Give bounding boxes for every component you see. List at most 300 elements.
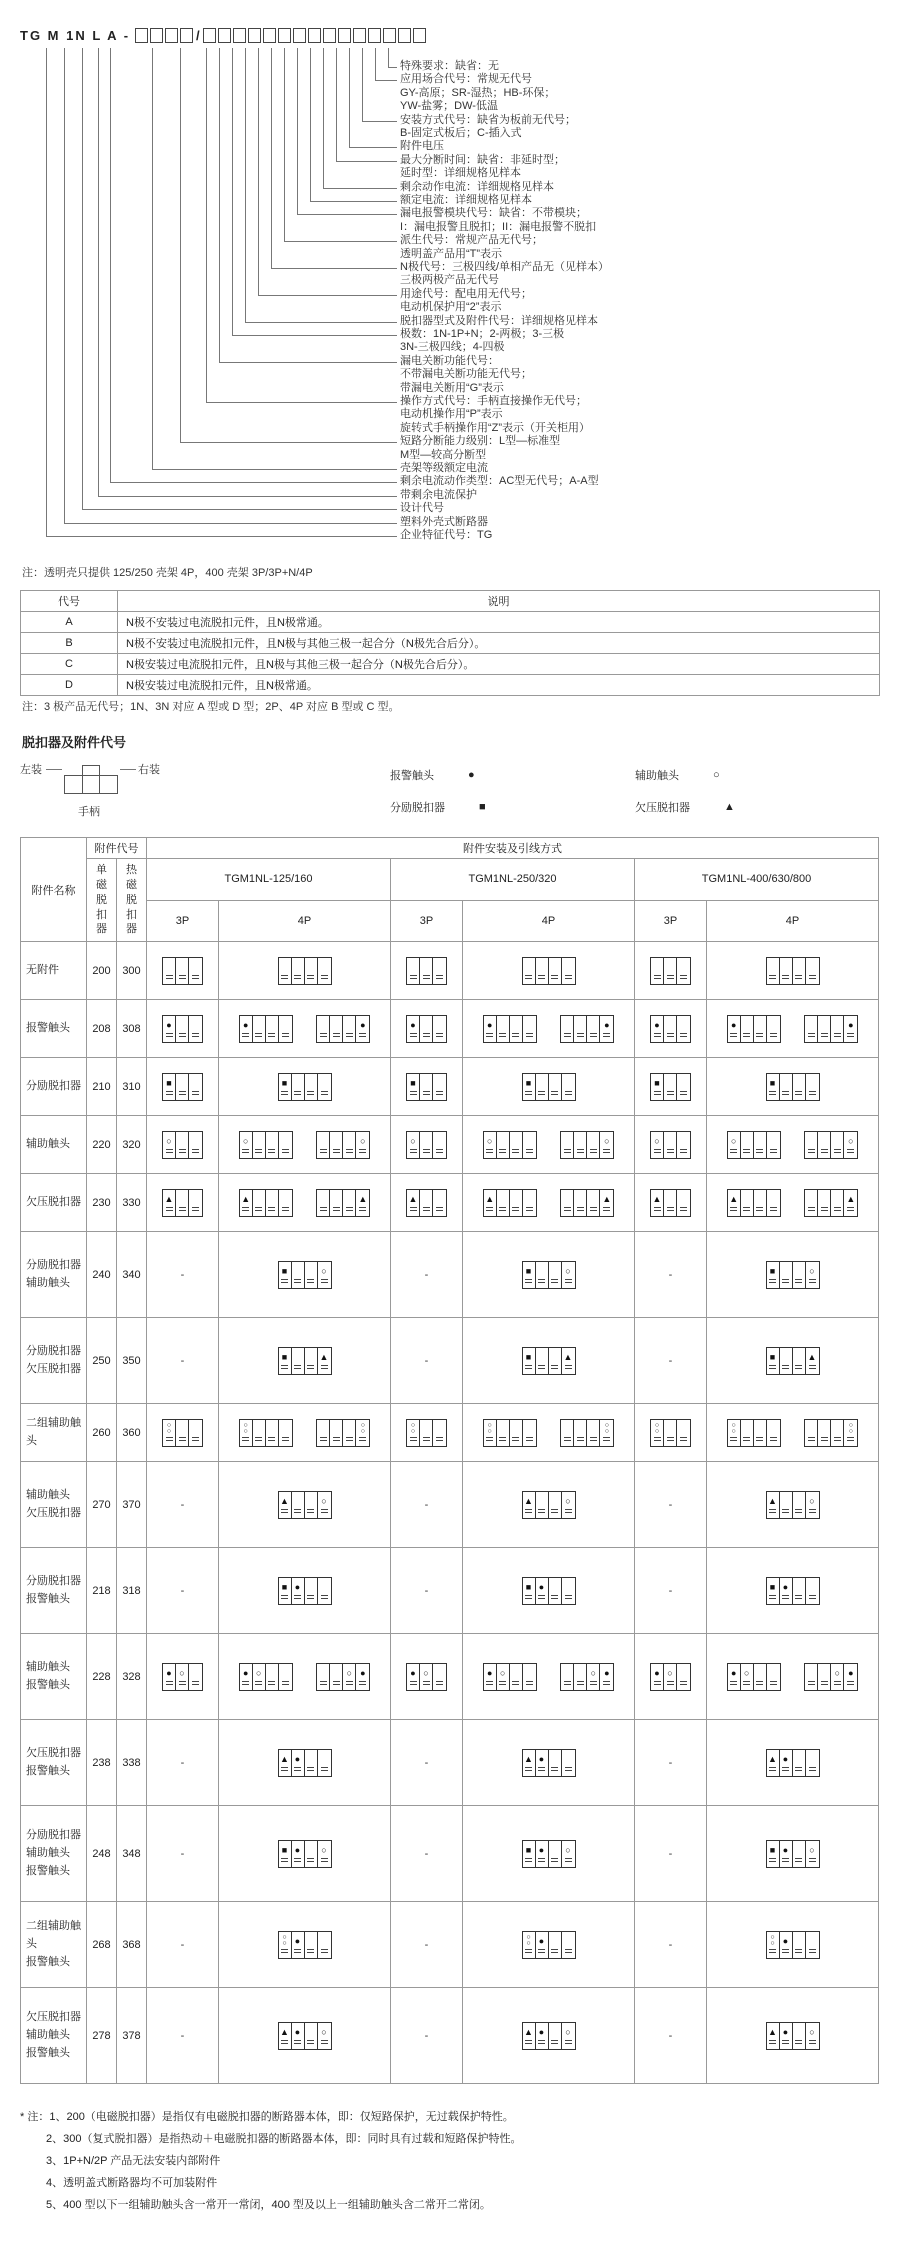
acc-header-row2 — [21, 859, 879, 901]
terminal-line — [320, 1152, 327, 1153]
terminal-line — [321, 1767, 328, 1768]
terminal-line — [667, 975, 674, 976]
breaker-pole — [664, 1664, 677, 1690]
terminal-line — [281, 1512, 288, 1513]
terminal-line — [321, 978, 328, 979]
col-4p: 4P — [707, 900, 879, 942]
terminal-line — [282, 1440, 289, 1441]
breaker-pole — [780, 2023, 793, 2049]
terminal-line — [294, 1858, 301, 1859]
model-annotation: 剩余电流动作类型：AC型无代号；A-A型 — [400, 475, 599, 488]
terminal-line — [294, 978, 301, 979]
breaker-pole — [189, 1016, 202, 1042]
model-code-box — [263, 28, 276, 43]
terminal-lines — [486, 1205, 493, 1213]
terminal-line — [603, 1210, 610, 1211]
terminal-lines — [436, 973, 443, 981]
diagram-group — [221, 1663, 388, 1691]
terminal-line — [321, 1858, 328, 1859]
breaker-pole — [266, 1664, 279, 1690]
installation-cell — [463, 1548, 635, 1634]
breaker-diagram — [522, 2022, 576, 2050]
shunt-release-icon: ■ — [525, 1265, 532, 1276]
breaker-pole — [292, 1578, 305, 1604]
accessory-row — [21, 1000, 879, 1058]
breaker-diagram — [560, 1419, 614, 1447]
terminal-lines — [281, 1507, 288, 1515]
terminal-line — [525, 1512, 532, 1513]
accessory-name — [21, 942, 87, 1000]
terminal-lines — [808, 1679, 815, 1687]
terminal-line — [307, 1512, 314, 1513]
terminal-lines — [423, 1435, 430, 1443]
aux-contact-icon: ○ — [282, 1933, 287, 1941]
col-3p: 3P — [391, 900, 463, 942]
breaker-pole — [780, 1841, 793, 1867]
terminal-line — [847, 1437, 854, 1438]
shunt-release-icon: ■ — [769, 1077, 776, 1088]
terminal-line — [294, 1861, 301, 1862]
breaker-pole — [549, 1932, 562, 1958]
alarm-contact-icon: ● — [242, 1667, 249, 1678]
terminal-lines — [654, 1089, 661, 1097]
terminal-line — [538, 1282, 545, 1283]
terminal-line — [743, 1210, 750, 1211]
alarm-contact-icon: ● — [468, 768, 475, 781]
diagram-group — [465, 1189, 632, 1217]
transparent-shell-note: 注：透明壳只提供 125/250 壳架 4P，400 壳架 3P/3P+N/4P — [22, 567, 313, 579]
terminal-line — [281, 1368, 288, 1369]
terminal-line — [242, 1681, 249, 1682]
terminal-line — [423, 1091, 430, 1092]
terminal-lines — [294, 973, 301, 981]
diagram-group — [221, 1131, 388, 1159]
breaker-diagram — [804, 1663, 858, 1691]
breaker-pole — [318, 1348, 331, 1374]
terminal-line — [809, 1091, 816, 1092]
breaker-pole — [176, 1132, 189, 1158]
breaker-pole — [292, 1932, 305, 1958]
breaker-pole — [806, 958, 819, 984]
terminal-line — [809, 1094, 816, 1095]
terminal-line — [809, 2043, 816, 2044]
terminal-lines — [410, 1435, 417, 1443]
terminal-line — [821, 1440, 828, 1441]
breaker-pole — [677, 1074, 690, 1100]
undervoltage-release-icon: ▲ — [768, 2026, 777, 2037]
terminal-line — [242, 1033, 249, 1034]
breaker-diagram — [727, 1419, 781, 1447]
terminal-line — [808, 1149, 815, 1150]
terminal-line — [320, 1036, 327, 1037]
alarm-contact-icon: ● — [782, 1935, 789, 1946]
terminal-line — [782, 1949, 789, 1950]
diagram-group — [465, 1419, 632, 1447]
double-aux-contact-icon — [849, 1423, 853, 1435]
terminal-line — [486, 1684, 493, 1685]
terminal-lines — [730, 1205, 737, 1213]
terminal-line — [486, 1152, 493, 1153]
npole-desc: N极安装过电流脱扣元件，且N极常通。 — [118, 675, 880, 696]
installation-cell — [463, 1462, 635, 1548]
diagram-group — [465, 1131, 632, 1159]
terminal-lines — [333, 1435, 340, 1443]
terminal-line — [654, 975, 661, 976]
breaker-pole — [767, 1932, 780, 1958]
accessory-name-line: 报警触头 — [26, 2046, 70, 2059]
breaker-pole — [574, 1016, 587, 1042]
terminal-line — [680, 1210, 687, 1211]
breaker-pole — [587, 1664, 600, 1690]
terminal-line — [730, 1149, 737, 1150]
terminal-lines — [359, 1031, 366, 1039]
accessory-name-line: 分励脱扣器 — [26, 1829, 81, 1842]
terminal-line — [486, 1036, 493, 1037]
installation-cell — [391, 1000, 463, 1058]
terminal-line — [166, 1210, 173, 1211]
breaker-diagram — [278, 1491, 332, 1519]
legend-item-shunt — [390, 799, 635, 815]
terminal-line — [590, 1036, 597, 1037]
terminal-line — [179, 1094, 186, 1095]
terminal-lines — [551, 973, 558, 981]
breaker-pole — [433, 1664, 446, 1690]
terminal-lines — [333, 1679, 340, 1687]
breaker-pole — [407, 1074, 420, 1100]
terminal-line — [307, 1365, 314, 1366]
terminal-lines — [423, 1679, 430, 1687]
diagram-group — [221, 2022, 388, 2050]
npole-code: D — [21, 675, 118, 696]
accessory-name-line: 报警触头 — [26, 1764, 70, 1777]
terminal-lines — [538, 1593, 545, 1601]
terminal-line — [603, 1033, 610, 1034]
breaker-pole — [600, 1420, 613, 1446]
breaker-pole — [484, 1420, 497, 1446]
terminal-line — [179, 1681, 186, 1682]
breaker-pole — [651, 1132, 664, 1158]
breaker-pole — [767, 1492, 780, 1518]
terminal-lines — [795, 1765, 802, 1773]
breaker-pole — [562, 1750, 575, 1776]
model-annotation: I：漏电报警且脱扣；II：漏电报警不脱扣 — [400, 220, 597, 233]
breaker-pole — [356, 1016, 369, 1042]
model-annotation: 三极两极产品无代号 — [400, 274, 499, 287]
diagram-group — [149, 957, 216, 985]
npole-code: A — [21, 612, 118, 633]
diagram-group — [637, 1015, 704, 1043]
breaker-pole — [728, 1664, 741, 1690]
terminal-line — [307, 1858, 314, 1859]
terminal-line — [307, 1595, 314, 1596]
terminal-line — [166, 1684, 173, 1685]
breaker-diagram — [278, 957, 332, 985]
breaker-pole — [292, 958, 305, 984]
installation-cell — [463, 1988, 635, 2084]
terminal-line — [525, 1861, 532, 1862]
terminal-line — [770, 1152, 777, 1153]
accessory-code: 220 — [87, 1116, 117, 1174]
terminal-line — [359, 1152, 366, 1153]
breaker-pole — [741, 1664, 754, 1690]
alarm-contact-icon: ● — [294, 1753, 301, 1764]
breaker-pole — [677, 1132, 690, 1158]
breaker-pole — [407, 1420, 420, 1446]
installation-cell: - — [391, 1548, 463, 1634]
breaker-diagram — [162, 1015, 203, 1043]
diagram-group — [221, 1347, 388, 1375]
breaker-pole — [780, 1348, 793, 1374]
terminal-line — [526, 1684, 533, 1685]
terminal-line — [654, 1440, 661, 1441]
terminal-line — [782, 1509, 789, 1510]
installation-cell — [219, 1462, 391, 1548]
terminal-lines — [321, 1363, 328, 1371]
breaker-pole — [343, 1664, 356, 1690]
aux-contact-icon: ○ — [423, 1667, 429, 1678]
breaker-pole — [292, 1750, 305, 1776]
terminal-lines — [743, 1205, 750, 1213]
aux-contact-icon: ○ — [486, 1135, 493, 1146]
terminal-lines — [847, 1679, 854, 1687]
terminal-line — [359, 1033, 366, 1034]
terminal-lines — [564, 1205, 571, 1213]
accessory-row — [21, 1116, 879, 1174]
terminal-line — [423, 1094, 430, 1095]
terminal-line — [809, 1368, 816, 1369]
breaker-pole — [549, 1578, 562, 1604]
terminal-line — [809, 1512, 816, 1513]
terminal-line — [192, 1210, 199, 1211]
terminal-line — [179, 1684, 186, 1685]
npole-table-note: 注：3 极产品无代号；1N、3N 对应 A 型或 D 型；2P、4P 对应 B 型或 C 型。 — [22, 701, 400, 713]
terminal-line — [436, 1149, 443, 1150]
diagram-group — [221, 1491, 388, 1519]
terminal-line — [294, 1279, 301, 1280]
terminal-line — [307, 1598, 314, 1599]
breaker-pole — [510, 1190, 523, 1216]
breaker-pole — [176, 1664, 189, 1690]
accessory-name — [21, 1000, 87, 1058]
installation-cell — [147, 1116, 219, 1174]
terminal-line — [654, 1091, 661, 1092]
terminal-line — [730, 1684, 737, 1685]
aux-contact-icon: ○ — [321, 1265, 327, 1276]
terminal-lines — [499, 1435, 506, 1443]
terminal-line — [551, 1770, 558, 1771]
installation-cell: - — [147, 1720, 219, 1806]
terminal-lines — [242, 1031, 249, 1039]
accessory-code: 368 — [117, 1902, 147, 1988]
terminal-lines — [281, 1947, 288, 1955]
terminal-lines — [756, 1031, 763, 1039]
col-frame-400: TGM1NL-400/630/800 — [635, 859, 879, 901]
breaker-pole — [754, 1190, 767, 1216]
terminal-line — [821, 1036, 828, 1037]
terminal-lines — [294, 1363, 301, 1371]
accessory-code: 370 — [117, 1462, 147, 1548]
col-4p: 4P — [463, 900, 635, 942]
terminal-lines — [282, 1679, 289, 1687]
terminal-line — [795, 1368, 802, 1369]
diagram-group — [149, 1073, 216, 1101]
shunt-release-icon: ■ — [769, 1581, 776, 1592]
breaker-pole — [561, 1190, 574, 1216]
terminal-line — [590, 1681, 597, 1682]
installation-cell — [707, 1232, 879, 1318]
installation-cell — [147, 1404, 219, 1462]
model-annotation: 壳架等级额定电流 — [400, 462, 488, 474]
terminal-line — [333, 1437, 340, 1438]
breaker-diagram — [278, 1347, 332, 1375]
breaker-diagram — [560, 1131, 614, 1159]
model-annotation: 应用场合代号：常规无代号 — [400, 73, 532, 86]
terminal-line — [436, 978, 443, 979]
terminal-line — [359, 1684, 366, 1685]
terminal-line — [834, 1149, 841, 1150]
diagram-group — [149, 1663, 216, 1691]
terminal-line — [756, 1440, 763, 1441]
terminal-line — [603, 1207, 610, 1208]
aux-contact-icon: ○ — [243, 1421, 248, 1429]
npole-code-table — [20, 590, 880, 696]
breaker-pole — [523, 2023, 536, 2049]
terminal-lines — [423, 1031, 430, 1039]
terminal-line — [551, 1509, 558, 1510]
model-annotation: 操作方式代号：手柄直接操作无代号； — [400, 395, 587, 407]
terminal-line — [565, 975, 572, 976]
terminal-lines — [795, 1277, 802, 1285]
accessory-name-line: 分励脱扣器 — [26, 1259, 81, 1272]
diagram-group — [709, 1663, 876, 1691]
breaker-pole — [664, 1016, 677, 1042]
diagram-group — [393, 1189, 460, 1217]
terminal-line — [769, 1091, 776, 1092]
terminal-line — [809, 1365, 816, 1366]
aux-contact-icon: ○ — [770, 1933, 775, 1941]
terminal-line — [782, 1861, 789, 1862]
terminal-line — [809, 1279, 816, 1280]
terminal-line — [551, 975, 558, 976]
installation-cell — [635, 1634, 707, 1720]
installation-cell — [707, 1174, 879, 1232]
terminal-line — [743, 1437, 750, 1438]
terminal-line — [242, 1684, 249, 1685]
terminal-lines — [564, 1147, 571, 1155]
breaker-pole — [523, 1841, 536, 1867]
terminal-line — [333, 1036, 340, 1037]
undervoltage-release-icon: ▲ — [280, 1753, 289, 1764]
terminal-line — [782, 1595, 789, 1596]
terminal-line — [346, 1681, 353, 1682]
breaker-diagram — [162, 1663, 203, 1691]
terminal-lines — [667, 1435, 674, 1443]
terminal-line — [359, 1207, 366, 1208]
breaker-diagram — [766, 1347, 820, 1375]
terminal-lines — [166, 1205, 173, 1213]
col-install-title: 附件安装及引线方式 — [147, 838, 879, 859]
breaker-diagram — [278, 1931, 332, 1959]
terminal-line — [281, 1767, 288, 1768]
model-annotation: 3N-三极四线；4-四极 — [400, 341, 505, 354]
accessory-code: 270 — [87, 1462, 117, 1548]
terminal-lines — [834, 1205, 841, 1213]
breaker-diagram — [522, 1840, 576, 1868]
terminal-line — [756, 1684, 763, 1685]
terminal-lines — [166, 1031, 173, 1039]
terminal-lines — [730, 1435, 737, 1443]
terminal-line — [577, 1033, 584, 1034]
terminal-line — [538, 1595, 545, 1596]
terminal-line — [551, 1595, 558, 1596]
diagram-group — [465, 1261, 632, 1289]
shunt-release-icon: ■ — [166, 1077, 172, 1088]
breaker-diagram — [560, 1663, 614, 1691]
breaker-pole — [163, 1420, 176, 1446]
terminal-lines — [577, 1147, 584, 1155]
terminal-line — [603, 1440, 610, 1441]
terminal-line — [294, 2040, 301, 2041]
col-4p: 4P — [219, 900, 391, 942]
terminal-lines — [320, 1031, 327, 1039]
installation-cell: - — [391, 1988, 463, 2084]
breaker-pole — [176, 1190, 189, 1216]
diagram-group — [149, 1419, 216, 1447]
terminal-line — [565, 1598, 572, 1599]
terminal-line — [654, 1149, 661, 1150]
installation-cell — [463, 1232, 635, 1318]
terminal-line — [281, 1091, 288, 1092]
terminal-line — [795, 975, 802, 976]
installation-cell — [219, 1232, 391, 1318]
model-annotation: 延时型：详细规格见样本 — [400, 167, 521, 180]
terminal-lines — [590, 1031, 597, 1039]
accessory-name-line: 二组辅助触头 — [26, 1920, 81, 1950]
terminal-line — [281, 1598, 288, 1599]
terminal-line — [809, 1861, 816, 1862]
terminal-line — [769, 1279, 776, 1280]
terminal-line — [769, 2043, 776, 2044]
model-annotation: YW-盐雾；DW-低温 — [400, 100, 498, 113]
alarm-contact-icon: ● — [848, 1019, 854, 1030]
terminal-line — [809, 1282, 816, 1283]
terminal-lines — [242, 1205, 249, 1213]
terminal-line — [538, 1770, 545, 1771]
npole-row — [21, 675, 880, 696]
double-aux-contact-icon — [488, 1423, 492, 1435]
aux-contact-icon: ○ — [809, 1495, 815, 1506]
alarm-contact-icon: ● — [604, 1667, 610, 1678]
terminal-line — [808, 1437, 815, 1438]
breaker-pole — [664, 1190, 677, 1216]
terminal-line — [565, 1952, 572, 1953]
breaker-pole — [189, 958, 202, 984]
accessory-name-line: 辅助触头 — [26, 1489, 70, 1502]
terminal-lines — [603, 1147, 610, 1155]
breaker-diagram — [239, 1015, 293, 1043]
terminal-lines — [538, 1507, 545, 1515]
terminal-line — [743, 1149, 750, 1150]
breaker-pole — [317, 1664, 330, 1690]
terminal-lines — [743, 1147, 750, 1155]
breaker-pole — [420, 1190, 433, 1216]
breaker-pole — [754, 1016, 767, 1042]
terminal-line — [809, 1509, 816, 1510]
alarm-contact-icon: ● — [538, 2026, 545, 2037]
breaker-pole — [536, 1492, 549, 1518]
terminal-lines — [538, 973, 545, 981]
accessory-code: 248 — [87, 1806, 117, 1902]
